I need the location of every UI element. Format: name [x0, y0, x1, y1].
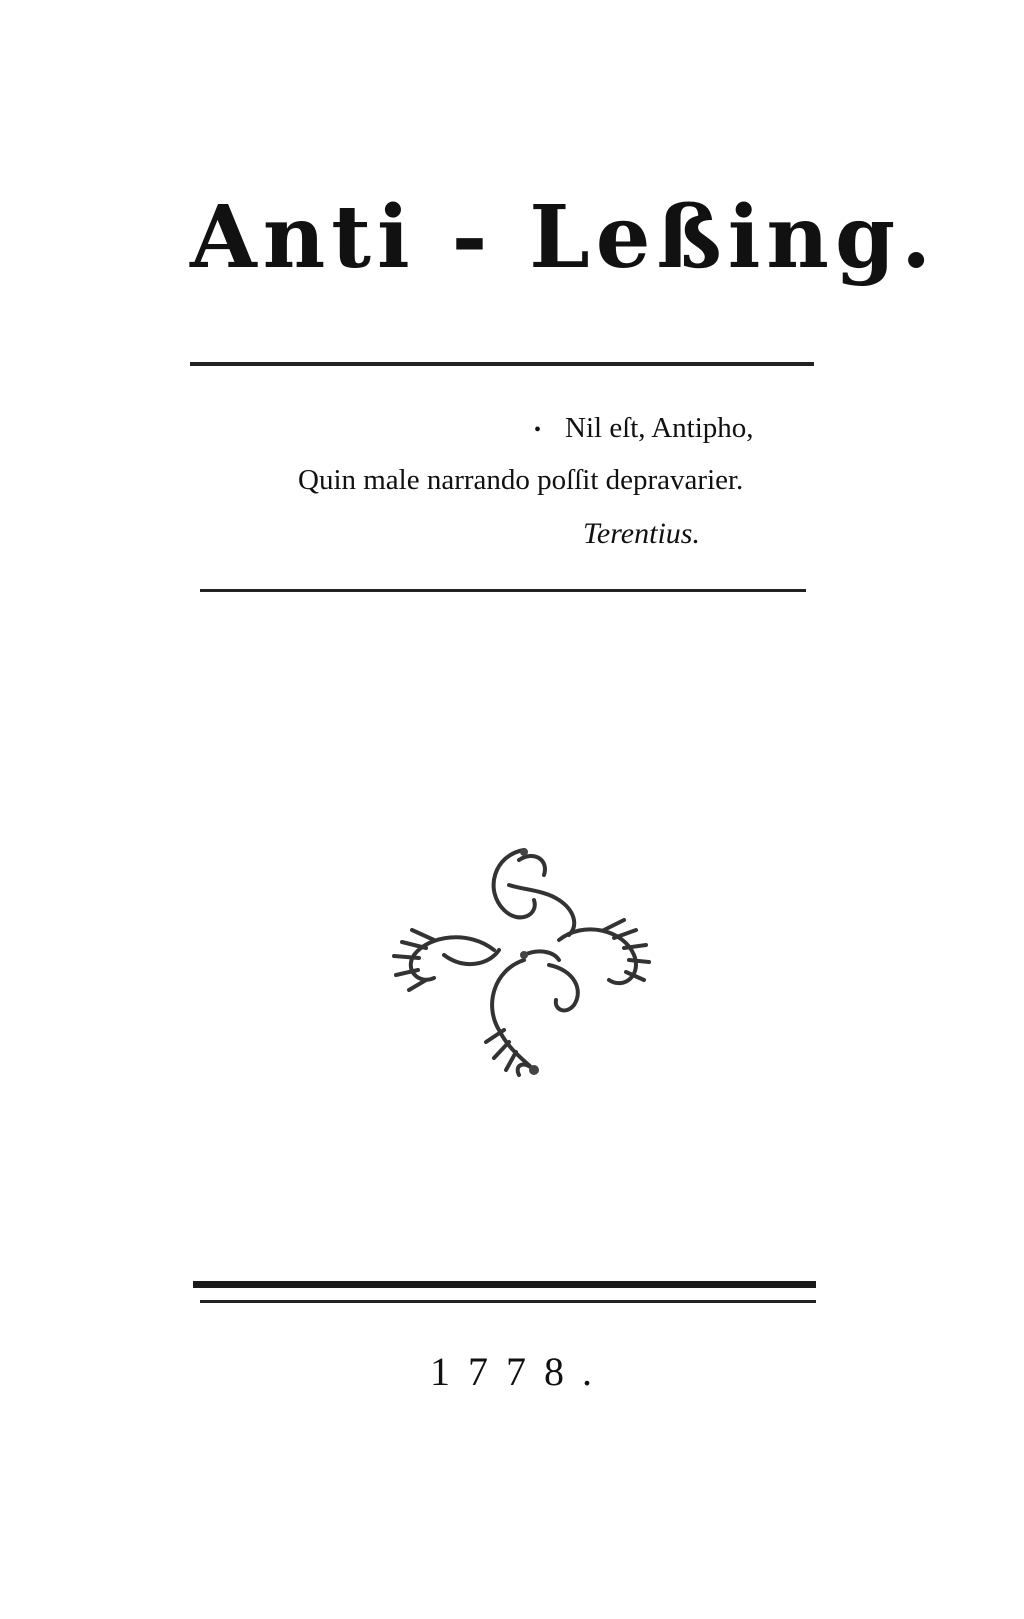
- page-title: Anti - Leßing.: [190, 187, 938, 288]
- rococo-ornament-icon: [374, 830, 674, 1090]
- epigraph-line-2: Quin male narrando poſſit depravarier.: [298, 464, 744, 496]
- publication-year: 1778.: [430, 1349, 610, 1394]
- horizontal-rule-bottom-thick: [193, 1281, 816, 1288]
- epigraph-attribution: Terentius.: [583, 517, 700, 550]
- horizontal-rule-top: [190, 362, 814, 366]
- epigraph-line-1-text: Nil eſt, Antipho,: [565, 412, 754, 444]
- horizontal-rule-bottom-thin: [200, 1300, 816, 1303]
- epigraph-line-1: [534, 412, 754, 445]
- horizontal-rule-middle: [200, 589, 806, 592]
- bullet-icon: •: [534, 418, 542, 441]
